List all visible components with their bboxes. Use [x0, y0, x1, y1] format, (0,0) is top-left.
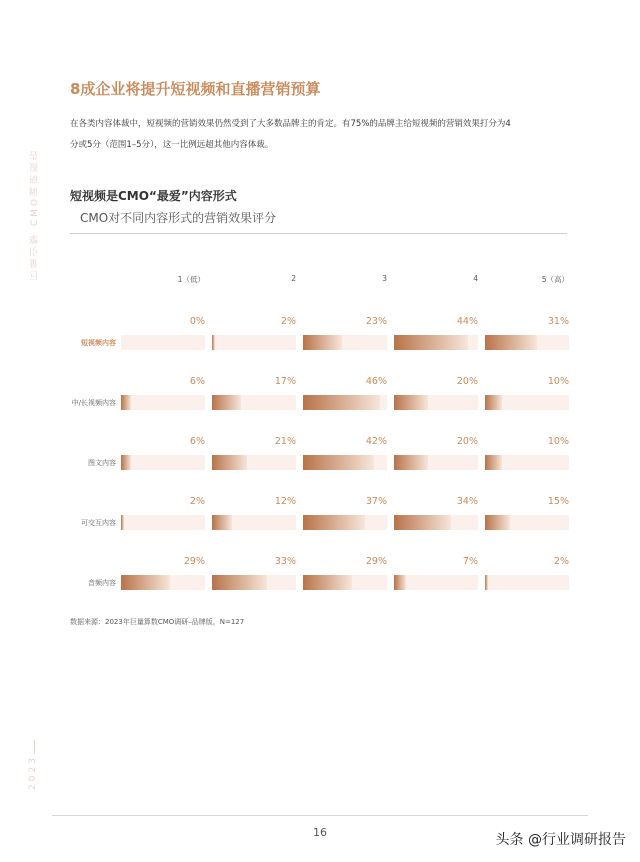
bar-track [485, 575, 569, 590]
chart-heading: 短视频是CMO“最爱”内容形式 [70, 189, 237, 203]
bar-track [212, 575, 296, 590]
scale-label-3: 3 [382, 274, 387, 283]
value-label: 15% [547, 496, 569, 507]
category-label: 音频内容 [88, 579, 116, 587]
bar-track [485, 395, 569, 410]
scale-label-5: 5（高） [541, 275, 569, 284]
category-label: 可交互内容 [81, 519, 116, 527]
bar [485, 515, 510, 530]
bar [212, 515, 232, 530]
value-label: 44% [456, 316, 478, 327]
bar [212, 455, 247, 470]
bar-track [121, 395, 205, 410]
watermark-text: 头条 @行业调研报告 [495, 832, 626, 848]
value-label: 7% [462, 556, 478, 567]
bar [212, 335, 215, 350]
value-label: 20% [456, 376, 478, 387]
bar-track [212, 395, 296, 410]
value-label: 12% [274, 496, 296, 507]
publication-side-label: 巨量引擎 CMO调研报告 [30, 148, 40, 280]
bar [303, 335, 342, 350]
value-label: 29% [183, 556, 205, 567]
intro-paragraph [70, 114, 590, 156]
value-label: 23% [365, 316, 387, 327]
heading-divider [70, 233, 567, 234]
category-label: 中/长视频内容 [71, 399, 116, 407]
bar-track [212, 455, 296, 470]
bar [303, 455, 374, 470]
category-label: 图文内容 [88, 459, 116, 467]
bar [485, 575, 488, 590]
bar [121, 455, 131, 470]
bar-track [303, 335, 387, 350]
bar [485, 395, 502, 410]
bar [303, 515, 365, 530]
bar-track [394, 395, 478, 410]
footer-divider [52, 815, 588, 816]
bar [121, 575, 170, 590]
bar-track [121, 515, 205, 530]
bar-track [394, 335, 478, 350]
bar-track [394, 455, 478, 470]
value-label: 6% [189, 376, 205, 387]
value-label: 37% [365, 496, 387, 507]
value-label: 46% [365, 376, 387, 387]
value-label: 0% [189, 316, 205, 327]
bar [485, 335, 537, 350]
value-label: 2% [189, 496, 205, 507]
value-label: 2% [280, 316, 296, 327]
value-label: 20% [456, 436, 478, 447]
intro-line-2: 分或5分（范围1–5分），这一比例远超其他内容体裁。 [70, 140, 274, 150]
bar [394, 515, 451, 530]
bar-track [121, 575, 205, 590]
bar [121, 515, 124, 530]
value-label: 33% [274, 556, 296, 567]
bar [212, 575, 267, 590]
value-label: 17% [274, 376, 296, 387]
data-source-note: 数据来源：2023年巨量算数CMO调研–品牌版，N=127 [70, 618, 245, 626]
bar [485, 455, 502, 470]
bar [303, 395, 380, 410]
bar-track [303, 575, 387, 590]
bar-track [303, 455, 387, 470]
bar-track [394, 515, 478, 530]
bar [303, 575, 352, 590]
value-label: 34% [456, 496, 478, 507]
year-side-label: 2023 [28, 755, 38, 790]
bar [394, 455, 428, 470]
bar-track [303, 395, 387, 410]
bar [394, 335, 468, 350]
value-label: 29% [365, 556, 387, 567]
chart-subheading: CMO对不同内容形式的营销效果评分 [80, 211, 277, 225]
scale-label-4: 4 [473, 274, 478, 283]
value-label: 2% [553, 556, 569, 567]
bar-track [212, 335, 296, 350]
intro-line-1: 在各类内容体裁中，短视频的营销效果仍然受到了大多数品牌主的肯定。有75%的品牌主给短视频的营销效果打分为4 [70, 119, 511, 129]
scale-label-1: 1（低） [177, 275, 205, 284]
value-label: 21% [274, 436, 296, 447]
bar-track [303, 515, 387, 530]
bar [121, 395, 131, 410]
value-label: 31% [547, 316, 569, 327]
bar-track [485, 455, 569, 470]
value-label: 10% [547, 376, 569, 387]
value-label: 42% [365, 436, 387, 447]
page-title: 8成企业将提升短视频和直播营销预算 [70, 80, 321, 98]
bar-track [121, 335, 205, 350]
bar [212, 395, 241, 410]
scale-label-2: 2 [291, 274, 296, 283]
bar-track [485, 515, 569, 530]
page-number: 16 [313, 826, 327, 839]
value-label: 6% [189, 436, 205, 447]
bar [394, 575, 406, 590]
bar-track [485, 335, 569, 350]
category-label: 短视频内容 [81, 339, 116, 347]
value-label: 10% [547, 436, 569, 447]
bar [394, 395, 428, 410]
bar-track [212, 515, 296, 530]
bar-track [121, 455, 205, 470]
bar-track [394, 575, 478, 590]
